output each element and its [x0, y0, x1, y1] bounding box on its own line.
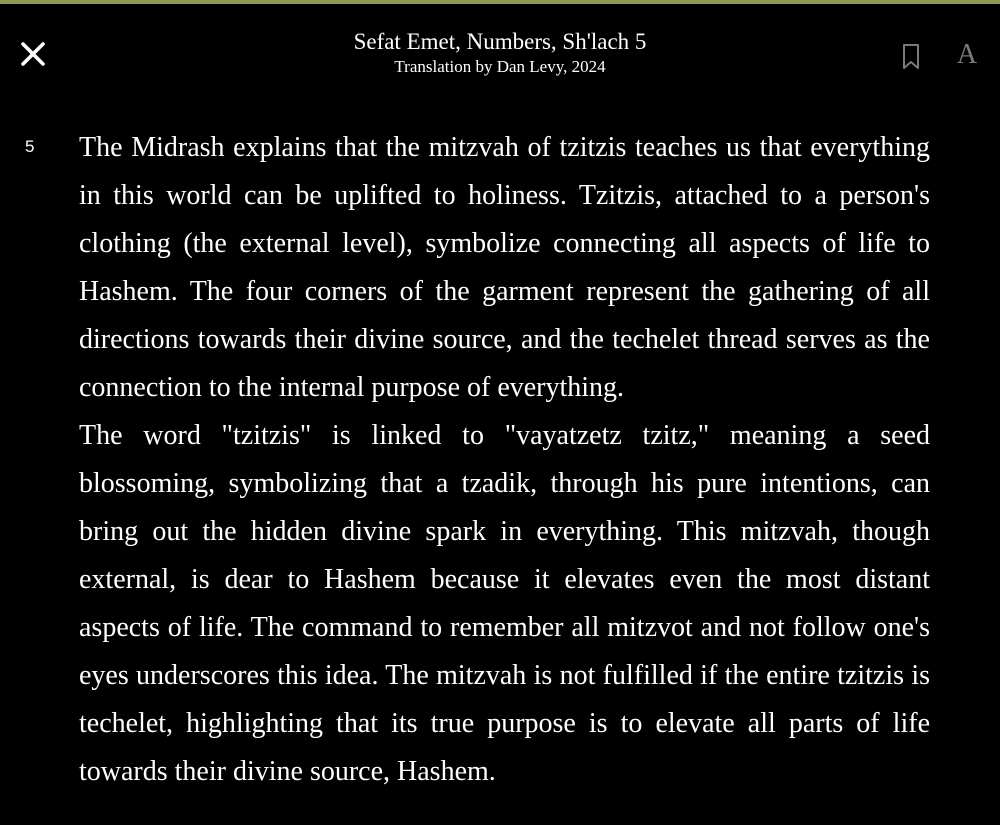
bookmark-button[interactable] — [899, 42, 923, 72]
page-subtitle: Translation by Dan Levy, 2024 — [394, 57, 606, 76]
paragraph-2: The word "tzitzis" is linked to "vayatzetz tzitz," meaning a seed blossoming, symbolizing that a tzadik, through his pure intentions, can bring out the hidden divine spark in everything. This mitzvah, though external, is dear to Hashem because it elevates even the most distant aspects of life. The command to remember all mitzvot and not follow one's eyes underscores this idea. The mitzvah is not fulfilled if the entire tzitzis is techelet, highlighting that its true purpose is to elevate all parts of life towards their divine source, Hashem. — [79, 420, 930, 787]
title-block — [200, 28, 800, 78]
text-content — [0, 124, 1000, 796]
reader-header — [0, 4, 1000, 100]
page-title: Sefat Emet, Numbers, Sh'lach 5 — [353, 29, 647, 54]
font-settings-button[interactable]: A — [956, 39, 978, 70]
bookmark-icon — [899, 59, 923, 76]
close-button[interactable] — [16, 37, 50, 71]
close-icon — [16, 37, 50, 71]
section-number: 5 — [25, 137, 35, 156]
paragraph-1: The Midrash explains that the mitzvah of tzitzis teaches us that everything in this world can be uplifted to holiness. Tzitzis, attached to a person's clothing (the external level), symbolize connecting all aspects of life to Hashem. The four corners of the garment represent the gathering of all directions towards their divine source, and the techelet thread serves as the connection to the internal purpose of everything. — [79, 132, 930, 403]
